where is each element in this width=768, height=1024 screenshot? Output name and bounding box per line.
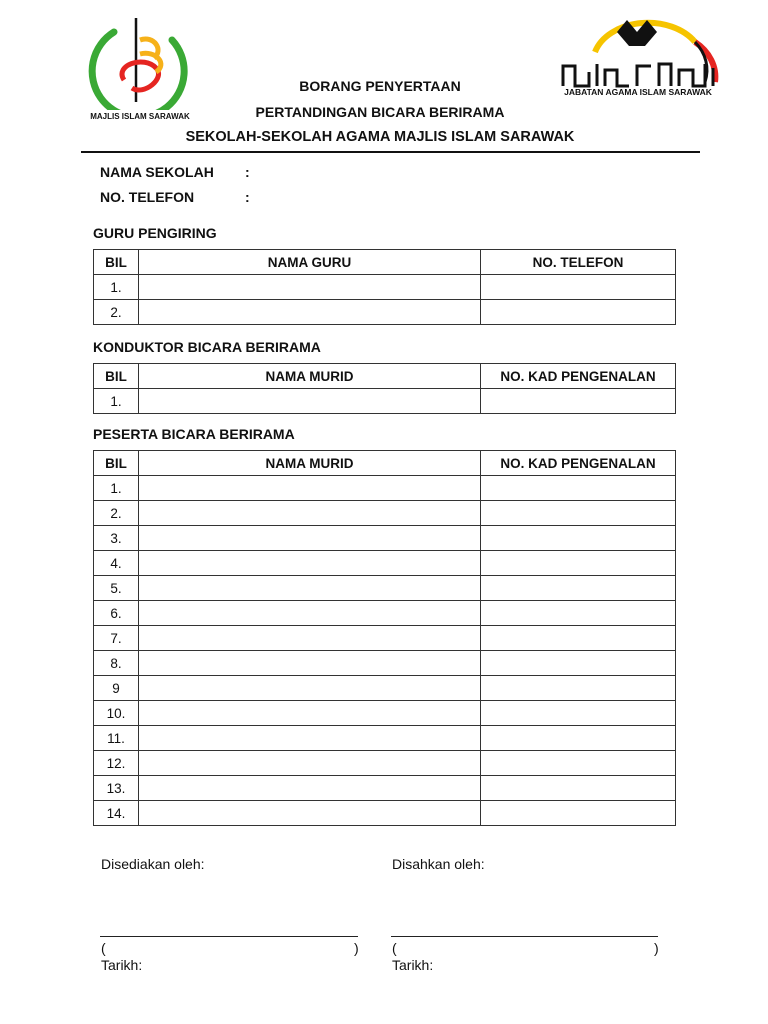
row-number: 14. [94, 801, 139, 826]
row-number: 8. [94, 651, 139, 676]
table-row [94, 551, 676, 576]
school-name-label: NAMA SEKOLAH [100, 164, 214, 180]
table-row [94, 389, 676, 414]
row-number: 1. [94, 476, 139, 501]
student-name-cell[interactable] [139, 651, 481, 676]
student-ic-cell[interactable] [481, 389, 676, 414]
row-number: 5. [94, 576, 139, 601]
table-row [94, 751, 676, 776]
teacher-name-cell[interactable] [139, 275, 481, 300]
student-ic-cell[interactable] [481, 801, 676, 826]
table-row [94, 701, 676, 726]
form-title: BORANG PENYERTAAN [299, 78, 461, 94]
left-logo-caption: MAJLIS ISLAM SARAWAK [90, 112, 190, 121]
teacher-phone-cell[interactable] [481, 300, 676, 325]
student-name-cell[interactable] [139, 576, 481, 601]
phone-colon: : [245, 189, 250, 205]
student-ic-cell[interactable] [481, 501, 676, 526]
header-divider [81, 151, 700, 153]
row-number: 1. [94, 275, 139, 300]
approved-by-label: Disahkan oleh: [392, 856, 485, 872]
majlis-emblem-icon [84, 10, 194, 110]
student-name-cell[interactable] [139, 551, 481, 576]
row-number: 2. [94, 501, 139, 526]
table-row [94, 626, 676, 651]
table-row [94, 651, 676, 676]
peserta-table [93, 450, 676, 826]
approved-date-label: Tarikh: [392, 957, 434, 973]
approved-open-paren: ( [392, 940, 397, 956]
student-name-cell[interactable] [139, 626, 481, 651]
column-header: NAMA GURU [139, 250, 481, 275]
column-header: BIL [94, 364, 139, 389]
student-name-cell[interactable] [139, 776, 481, 801]
table-row [94, 501, 676, 526]
prepared-signature-line[interactable] [100, 936, 358, 937]
approved-signature-line[interactable] [391, 936, 658, 937]
prepared-close-paren: ) [354, 940, 359, 956]
teacher-name-cell[interactable] [139, 300, 481, 325]
column-header: NO. TELEFON [481, 250, 676, 275]
column-header: NAMA MURID [139, 364, 481, 389]
teacher-phone-cell[interactable] [481, 275, 676, 300]
row-number: 9 [94, 676, 139, 701]
prepared-by-label: Disediakan oleh: [101, 856, 205, 872]
form-subtitle: PERTANDINGAN BICARA BERIRAMA [255, 104, 505, 120]
table-row [94, 801, 676, 826]
student-ic-cell[interactable] [481, 626, 676, 651]
student-ic-cell[interactable] [481, 651, 676, 676]
student-name-cell[interactable] [139, 389, 481, 414]
student-ic-cell[interactable] [481, 776, 676, 801]
student-name-cell[interactable] [139, 801, 481, 826]
table-row [94, 601, 676, 626]
table-row [94, 726, 676, 751]
column-header: BIL [94, 250, 139, 275]
row-number: 7. [94, 626, 139, 651]
student-ic-cell[interactable] [481, 701, 676, 726]
table-row [94, 300, 676, 325]
prepared-open-paren: ( [101, 940, 106, 956]
row-number: 1. [94, 389, 139, 414]
student-ic-cell[interactable] [481, 601, 676, 626]
student-ic-cell[interactable] [481, 676, 676, 701]
row-number: 6. [94, 601, 139, 626]
student-ic-cell[interactable] [481, 726, 676, 751]
phone-label: NO. TELEFON [100, 189, 195, 205]
student-name-cell[interactable] [139, 476, 481, 501]
row-number: 13. [94, 776, 139, 801]
student-name-cell[interactable] [139, 526, 481, 551]
table-header-row [94, 250, 676, 275]
student-ic-cell[interactable] [481, 576, 676, 601]
student-ic-cell[interactable] [481, 751, 676, 776]
student-name-cell[interactable] [139, 601, 481, 626]
column-header: NAMA MURID [139, 451, 481, 476]
row-number: 4. [94, 551, 139, 576]
row-number: 2. [94, 300, 139, 325]
row-number: 10. [94, 701, 139, 726]
student-name-cell[interactable] [139, 701, 481, 726]
row-number: 12. [94, 751, 139, 776]
student-ic-cell[interactable] [481, 476, 676, 501]
table-row [94, 776, 676, 801]
school-name-colon: : [245, 164, 250, 180]
student-ic-cell[interactable] [481, 551, 676, 576]
table-row [94, 526, 676, 551]
guru-table [93, 249, 676, 325]
column-header: NO. KAD PENGENALAN [481, 364, 676, 389]
konduktor-section-title: KONDUKTOR BICARA BERIRAMA [93, 339, 321, 355]
prepared-date-label: Tarikh: [101, 957, 143, 973]
table-row [94, 676, 676, 701]
table-row [94, 275, 676, 300]
column-header: BIL [94, 451, 139, 476]
table-header-row [94, 364, 676, 389]
approved-close-paren: ) [654, 940, 659, 956]
row-number: 11. [94, 726, 139, 751]
table-header-row [94, 451, 676, 476]
column-header: NO. KAD PENGENALAN [481, 451, 676, 476]
student-name-cell[interactable] [139, 501, 481, 526]
table-row [94, 476, 676, 501]
table-row [94, 576, 676, 601]
konduktor-table [93, 363, 676, 414]
phone-field[interactable] [258, 185, 678, 207]
student-name-cell[interactable] [139, 726, 481, 751]
peserta-section-title: PESERTA BICARA BERIRAMA [93, 426, 295, 442]
row-number: 3. [94, 526, 139, 551]
school-name-field[interactable] [258, 160, 678, 182]
student-name-cell[interactable] [139, 676, 481, 701]
form-organization: SEKOLAH-SEKOLAH AGAMA MAJLIS ISLAM SARAWAK [185, 129, 575, 145]
guru-section-title: GURU PENGIRING [93, 225, 217, 241]
majlis-islam-sarawak-logo [84, 10, 194, 110]
right-logo-caption: JABATAN AGAMA ISLAM SARAWAK [564, 87, 712, 97]
student-ic-cell[interactable] [481, 526, 676, 551]
student-name-cell[interactable] [139, 751, 481, 776]
